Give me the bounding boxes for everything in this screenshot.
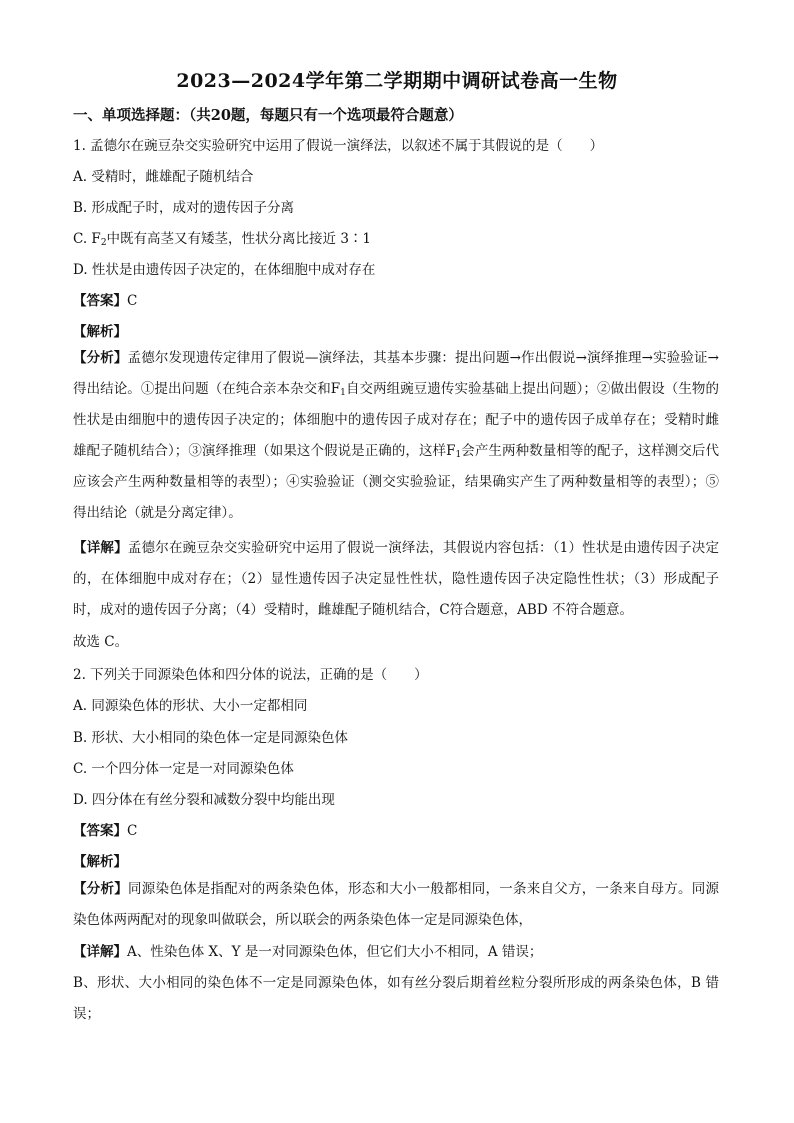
q1-xiangjie-text: 孟德尔在豌豆杂交实验研究中运用了假说一演绎法，其假说内容包括：（1）性状是由遗传因子决定的，在体细胞中成对存在；（2）显性遗传因子决定显性性状，隐性遗传因子决定隐性性状；（3）形成配子时，成对的遗传因子分离；（4）受精时，雌雄配子随机结合，C符合题意，ABD 不符合题意。	[73, 540, 720, 618]
q2-option-b: B. 形状、大小相同的染色体一定是同源染色体	[73, 730, 349, 746]
q1-fenxi-part1: 孟德尔发现遗传定律用了假说—演绎法，其基本步骤：提出问题→作出假说→演绎推理→实验验证→得出结论。①提出问题（在纯合亲本杂交和F	[73, 350, 719, 397]
q1-xiangjie	[73, 533, 719, 626]
q1-answer-value: C	[127, 293, 138, 309]
q1-analysis-tag: 【解析】	[73, 324, 127, 340]
q1-fenxi	[73, 343, 719, 529]
q1-option-a: A. 受精时，雌雄配子随机结合	[73, 169, 254, 185]
q1-option-c-pre: C. F	[73, 231, 101, 247]
section-heading: 一、单项选择题：（共20题，每题只有一个选项最符合题意）	[73, 107, 463, 124]
q2-answer-tag: 【答案】	[73, 823, 127, 839]
q2-answer-value: C	[127, 823, 138, 839]
q1-option-c-post: 中既有高茎又有矮茎，性状分离比接近 3∶1	[106, 231, 372, 247]
q2-option-d: D. 四分体在有丝分裂和减数分裂中均能出现	[73, 792, 335, 808]
q1-option-d: D. 性状是由遗传因子决定的，在体细胞中成对存在	[73, 262, 376, 278]
q2-fenxi	[73, 874, 719, 936]
q2-option-c: C. 一个四分体一定是一对同源染色体	[73, 761, 294, 777]
q2-fenxi-text: 同源染色体是指配对的两条染色体，形态和大小一般都相同，一条来自父方，一条来自母方。同源染色体两两配对的现象叫做联会，所以联会的两条染色体一定是同源染色体，	[73, 881, 719, 928]
q2-stem: 2. 下列关于同源染色体和四分体的说法，正确的是（ ）	[73, 667, 428, 683]
q2-analysis-tag: 【解析】	[73, 854, 127, 870]
q1-option-c	[73, 227, 371, 247]
q1-answer-tag: 【答案】	[73, 293, 127, 309]
q1-fenxi-sub1: 1	[340, 388, 346, 398]
q1-fenxi-part2: 自交两组豌豆遗传实验基础上提出问题）；②做出假设（生物的性状是由细胞中的遗传因子决定的；体细胞中的遗传因子成对存在；配子中的遗传因子成单存在；受精时雌雄配子随机结合）；③演绎推理（如果这个假说是正确的，这样F	[73, 381, 719, 459]
q2-xiangjie-a	[73, 937, 719, 968]
q2-option-a: A. 同源染色体的形状、大小一定都相同	[73, 698, 308, 714]
q1-option-c-sub: 2	[100, 238, 107, 248]
page-title: 2023—2024学年第二学期期中调研试卷高一生物	[176, 70, 618, 92]
q2-xiangjie-a-text: A、性染色体 X、Y 是一对同源染色体，但它们大小不相同，A 错误；	[127, 944, 543, 960]
q1-fenxi-part3: 会产生两种数量相等的配子，这样测交后代应该会产生两种数量相等的表型）；④实验验证（测交实验验证，结果确实产生了两种数量相等的表型）；⑤得出结论（就是分离定律）。	[73, 443, 720, 521]
q1-xiangjie-tag: 【详解】	[73, 540, 128, 556]
q1-fenxi-sub2: 1	[455, 450, 462, 460]
q2-xiangjie-tag: 【详解】	[73, 944, 127, 960]
q1-answer	[73, 289, 137, 309]
q1-fenxi-tag: 【分析】	[73, 350, 128, 366]
q2-fenxi-tag: 【分析】	[73, 881, 128, 897]
q2-xiangjie-b: B、形状、大小相同的染色体不一定是同源染色体，如有丝分裂后期着丝粒分裂所形成的两条染色体，B 错误；	[73, 975, 719, 1022]
q1-stem: 1. 孟德尔在豌豆杂交实验研究中运用了假说一演绎法，以叙述不属于其假说的是（ ）	[73, 138, 604, 154]
q1-option-b: B. 形成配子时，成对的遗传因子分离	[73, 200, 295, 216]
q2-answer	[73, 819, 137, 839]
q1-conclusion: 故选 C。	[73, 634, 129, 650]
